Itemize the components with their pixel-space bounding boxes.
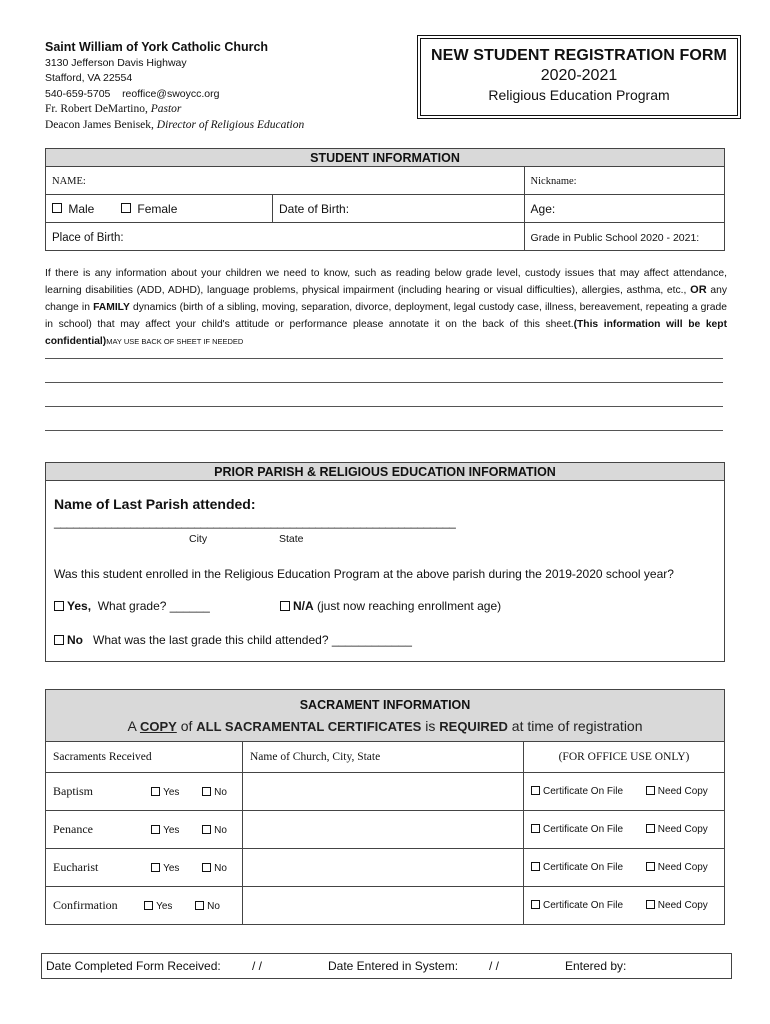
name-field[interactable]: [46, 167, 525, 195]
age-label: Age:: [530, 201, 556, 216]
info-or: OR: [690, 284, 707, 296]
na-note: (just now reaching enrollment age): [317, 599, 502, 613]
info-paragraph: [45, 265, 727, 350]
req-required: REQUIRED: [439, 718, 508, 734]
dob-field[interactable]: [273, 195, 525, 223]
yes-checkbox[interactable]: [151, 825, 160, 834]
yes-label: Yes: [163, 787, 180, 798]
info-confidential: (This information will be kept confidential): [45, 319, 727, 347]
entered-label: Date Entered in System:: [328, 959, 459, 973]
cert-option[interactable]: [531, 862, 643, 873]
copy-label: Need Copy: [657, 862, 708, 873]
req-all: ALL SACRAMENTAL CERTIFICATES: [196, 718, 422, 734]
no-label: No: [214, 787, 227, 798]
church-name-field[interactable]: [243, 849, 524, 887]
female-label: Female: [137, 201, 178, 216]
notes-line-1[interactable]: [45, 358, 723, 359]
female-option[interactable]: [121, 202, 177, 216]
req-a: A: [127, 717, 137, 734]
yes-label: Yes: [163, 863, 180, 874]
cert-option[interactable]: [531, 900, 643, 911]
sacrament-row-penance: [46, 811, 725, 849]
sacrament-name: Eucharist: [53, 860, 99, 874]
yes-checkbox[interactable]: [144, 901, 153, 910]
nickname-label: Nickname:: [530, 176, 577, 187]
yes-row: [54, 599, 210, 613]
church-phone: 540-659-5705: [45, 87, 111, 100]
notes-line-2[interactable]: [45, 382, 723, 383]
sacrament-requirement: [53, 718, 717, 734]
sacrament-name: Penance: [53, 822, 93, 836]
no-checkbox[interactable]: [202, 863, 211, 872]
no-label: No: [214, 863, 227, 874]
sacrament-cell: [46, 887, 243, 925]
form-program: Religious Education Program: [488, 87, 670, 103]
last-grade: What was the last grade this child attended? ____________: [93, 633, 412, 647]
no-option[interactable]: [202, 787, 227, 798]
no-checkbox[interactable]: [195, 901, 204, 910]
completed-date[interactable]: / /: [252, 959, 263, 973]
female-checkbox[interactable]: [121, 203, 131, 213]
no-label: No: [67, 633, 83, 647]
cert-checkbox[interactable]: [531, 786, 540, 795]
pob-label: Place of Birth:: [52, 231, 124, 244]
city-label: City: [189, 533, 208, 545]
cert-option[interactable]: [531, 824, 643, 835]
sacrament-table: [45, 689, 725, 925]
last-parish-line[interactable]: _______________________________________________________________: [54, 515, 456, 529]
info-text-2: any change in: [45, 285, 727, 313]
yes-option[interactable]: [144, 901, 192, 912]
church-name-field[interactable]: [243, 887, 524, 925]
age-field[interactable]: [524, 195, 724, 223]
na-label: N/A: [293, 599, 314, 613]
copy-checkbox[interactable]: [646, 862, 655, 871]
col-office: (FOR OFFICE USE ONLY): [524, 742, 725, 773]
cert-label: Certificate On File: [543, 862, 624, 873]
copy-checkbox[interactable]: [646, 900, 655, 909]
prior-heading: PRIOR PARISH & RELIGIOUS EDUCATION INFORMATION: [46, 463, 724, 481]
yes-label: Yes: [163, 825, 180, 836]
no-checkbox[interactable]: [202, 787, 211, 796]
info-note: MAY USE BACK OF SHEET IF NEEDED: [106, 337, 244, 346]
cert-label: Certificate On File: [543, 824, 624, 835]
last-parish-label: Name of Last Parish attended:: [54, 496, 256, 512]
sacrament-cell: [46, 849, 243, 887]
office-cell: [524, 811, 725, 849]
sacrament-name: Baptism: [53, 784, 94, 798]
req-tail: at time of registration: [511, 717, 643, 734]
prior-parish-section: [45, 462, 725, 662]
church-contact: [45, 87, 304, 103]
no-checkbox[interactable]: [54, 635, 64, 645]
copy-option[interactable]: [646, 786, 708, 797]
student-info-table: [45, 148, 725, 251]
form-year: 2020-2021: [540, 67, 618, 84]
sacrament-cell: [46, 773, 243, 811]
enrolled-question: Was this student enrolled in the Religious Education Program at the above parish during the 2019-2020 school year?: [54, 567, 674, 581]
yes-checkbox[interactable]: [151, 787, 160, 796]
no-option[interactable]: [202, 863, 227, 874]
office-cell: [524, 887, 725, 925]
cert-label: Certificate On File: [543, 786, 624, 797]
copy-checkbox[interactable]: [646, 824, 655, 833]
gender-cell: [46, 195, 273, 223]
copy-label: Need Copy: [657, 900, 708, 911]
req-of: of: [180, 717, 193, 734]
col-church: Name of Church, City, State: [243, 742, 524, 773]
no-checkbox[interactable]: [202, 825, 211, 834]
church-address1: 3130 Jefferson Davis Highway: [45, 56, 187, 69]
req-copy: COPY: [139, 718, 177, 734]
copy-checkbox[interactable]: [646, 786, 655, 795]
sacrament-cell: [46, 811, 243, 849]
yes-checkbox[interactable]: [151, 863, 160, 872]
copy-option[interactable]: [646, 862, 708, 873]
deacon-line: [45, 118, 304, 134]
male-checkbox[interactable]: [52, 203, 62, 213]
na-row: [280, 599, 501, 613]
church-name: Saint William of York Catholic Church: [45, 40, 269, 54]
copy-option[interactable]: [646, 900, 708, 911]
dob-label: Date of Birth:: [279, 201, 350, 216]
form-title-box: [420, 38, 738, 116]
pastor-title: Pastor: [150, 103, 182, 115]
yes-option[interactable]: [151, 863, 199, 874]
deacon-title: Director of Religious Education: [156, 118, 305, 131]
pastor-name: Fr. Robert DeMartino,: [45, 103, 148, 115]
pastor-line: [45, 102, 304, 118]
no-row: [54, 633, 412, 647]
grade-field[interactable]: [524, 223, 724, 251]
cert-label: Certificate On File: [543, 900, 624, 911]
office-cell: [524, 849, 725, 887]
yes-option[interactable]: [151, 787, 199, 798]
grade-label: Grade in Public School 2020 - 2021:: [530, 231, 700, 244]
copy-option[interactable]: [646, 824, 708, 835]
entered-by-label: Entered by:: [565, 959, 627, 973]
cert-checkbox[interactable]: [531, 900, 540, 909]
male-label: Male: [68, 201, 95, 216]
student-info-heading: STUDENT INFORMATION: [46, 149, 725, 167]
cert-checkbox[interactable]: [531, 824, 540, 833]
yes-label: Yes,: [67, 599, 92, 613]
church-name-field[interactable]: [243, 811, 524, 849]
yes-option[interactable]: [151, 825, 199, 836]
notes-line-4[interactable]: [45, 430, 723, 431]
completed-label: Date Completed Form Received:: [46, 959, 221, 973]
yes-label: Yes: [156, 901, 173, 912]
church-email: reoffice@swoycc.org: [122, 87, 220, 100]
notes-line-3[interactable]: [45, 406, 723, 407]
info-family: FAMILY: [93, 302, 130, 313]
what-grade: What grade? ______: [97, 599, 210, 613]
no-label: No: [214, 825, 227, 836]
col-sacraments: Sacraments Received: [46, 742, 243, 773]
copy-label: Need Copy: [657, 786, 708, 797]
male-option[interactable]: [52, 202, 94, 216]
na-checkbox[interactable]: [280, 601, 290, 611]
yes-checkbox[interactable]: [54, 601, 64, 611]
sacrament-heading: SACRAMENT INFORMATION: [299, 697, 471, 712]
name-label: NAME:: [52, 176, 86, 187]
sacrament-row-eucharist: [46, 849, 725, 887]
church-name-field[interactable]: [243, 773, 524, 811]
nickname-field[interactable]: [524, 167, 724, 195]
cert-checkbox[interactable]: [531, 862, 540, 871]
sacrament-row-baptism: [46, 773, 725, 811]
no-option[interactable]: [195, 901, 220, 912]
req-is: is: [425, 717, 436, 734]
sacrament-heading-cell: [46, 690, 725, 742]
sacrament-row-confirmation: [46, 887, 725, 925]
office-cell: [524, 773, 725, 811]
state-label: State: [279, 533, 304, 545]
pob-field[interactable]: [46, 223, 525, 251]
copy-label: Need Copy: [657, 824, 708, 835]
church-info: [45, 40, 304, 133]
no-option[interactable]: [202, 825, 227, 836]
no-label: No: [207, 901, 220, 912]
cert-option[interactable]: [531, 786, 643, 797]
sacrament-name: Confirmation: [53, 898, 118, 912]
church-address2: Stafford, VA 22554: [45, 72, 133, 84]
info-text-1: If there is any information about your children we need to know, such as reading below grade level, custody issues that may affect attendance, learning disabilities (ADD, ADHD), language problems, physical impairment (including hearing or visual difficulties), allergies, asthma, etc.,: [45, 268, 727, 296]
form-title: NEW STUDENT REGISTRATION FORM: [431, 47, 727, 64]
deacon-name: Deacon James Benisek,: [45, 118, 154, 131]
office-footer: [41, 953, 732, 979]
entered-date[interactable]: / /: [489, 959, 500, 973]
info-text-3: dynamics (birth of a sibling, moving, separation, divorce, deployment, legal custody case, illness, bereavement, repeating a grade in school) that may affect your child's attitude or performance please annotate it on the back of this sheet.: [45, 302, 727, 330]
